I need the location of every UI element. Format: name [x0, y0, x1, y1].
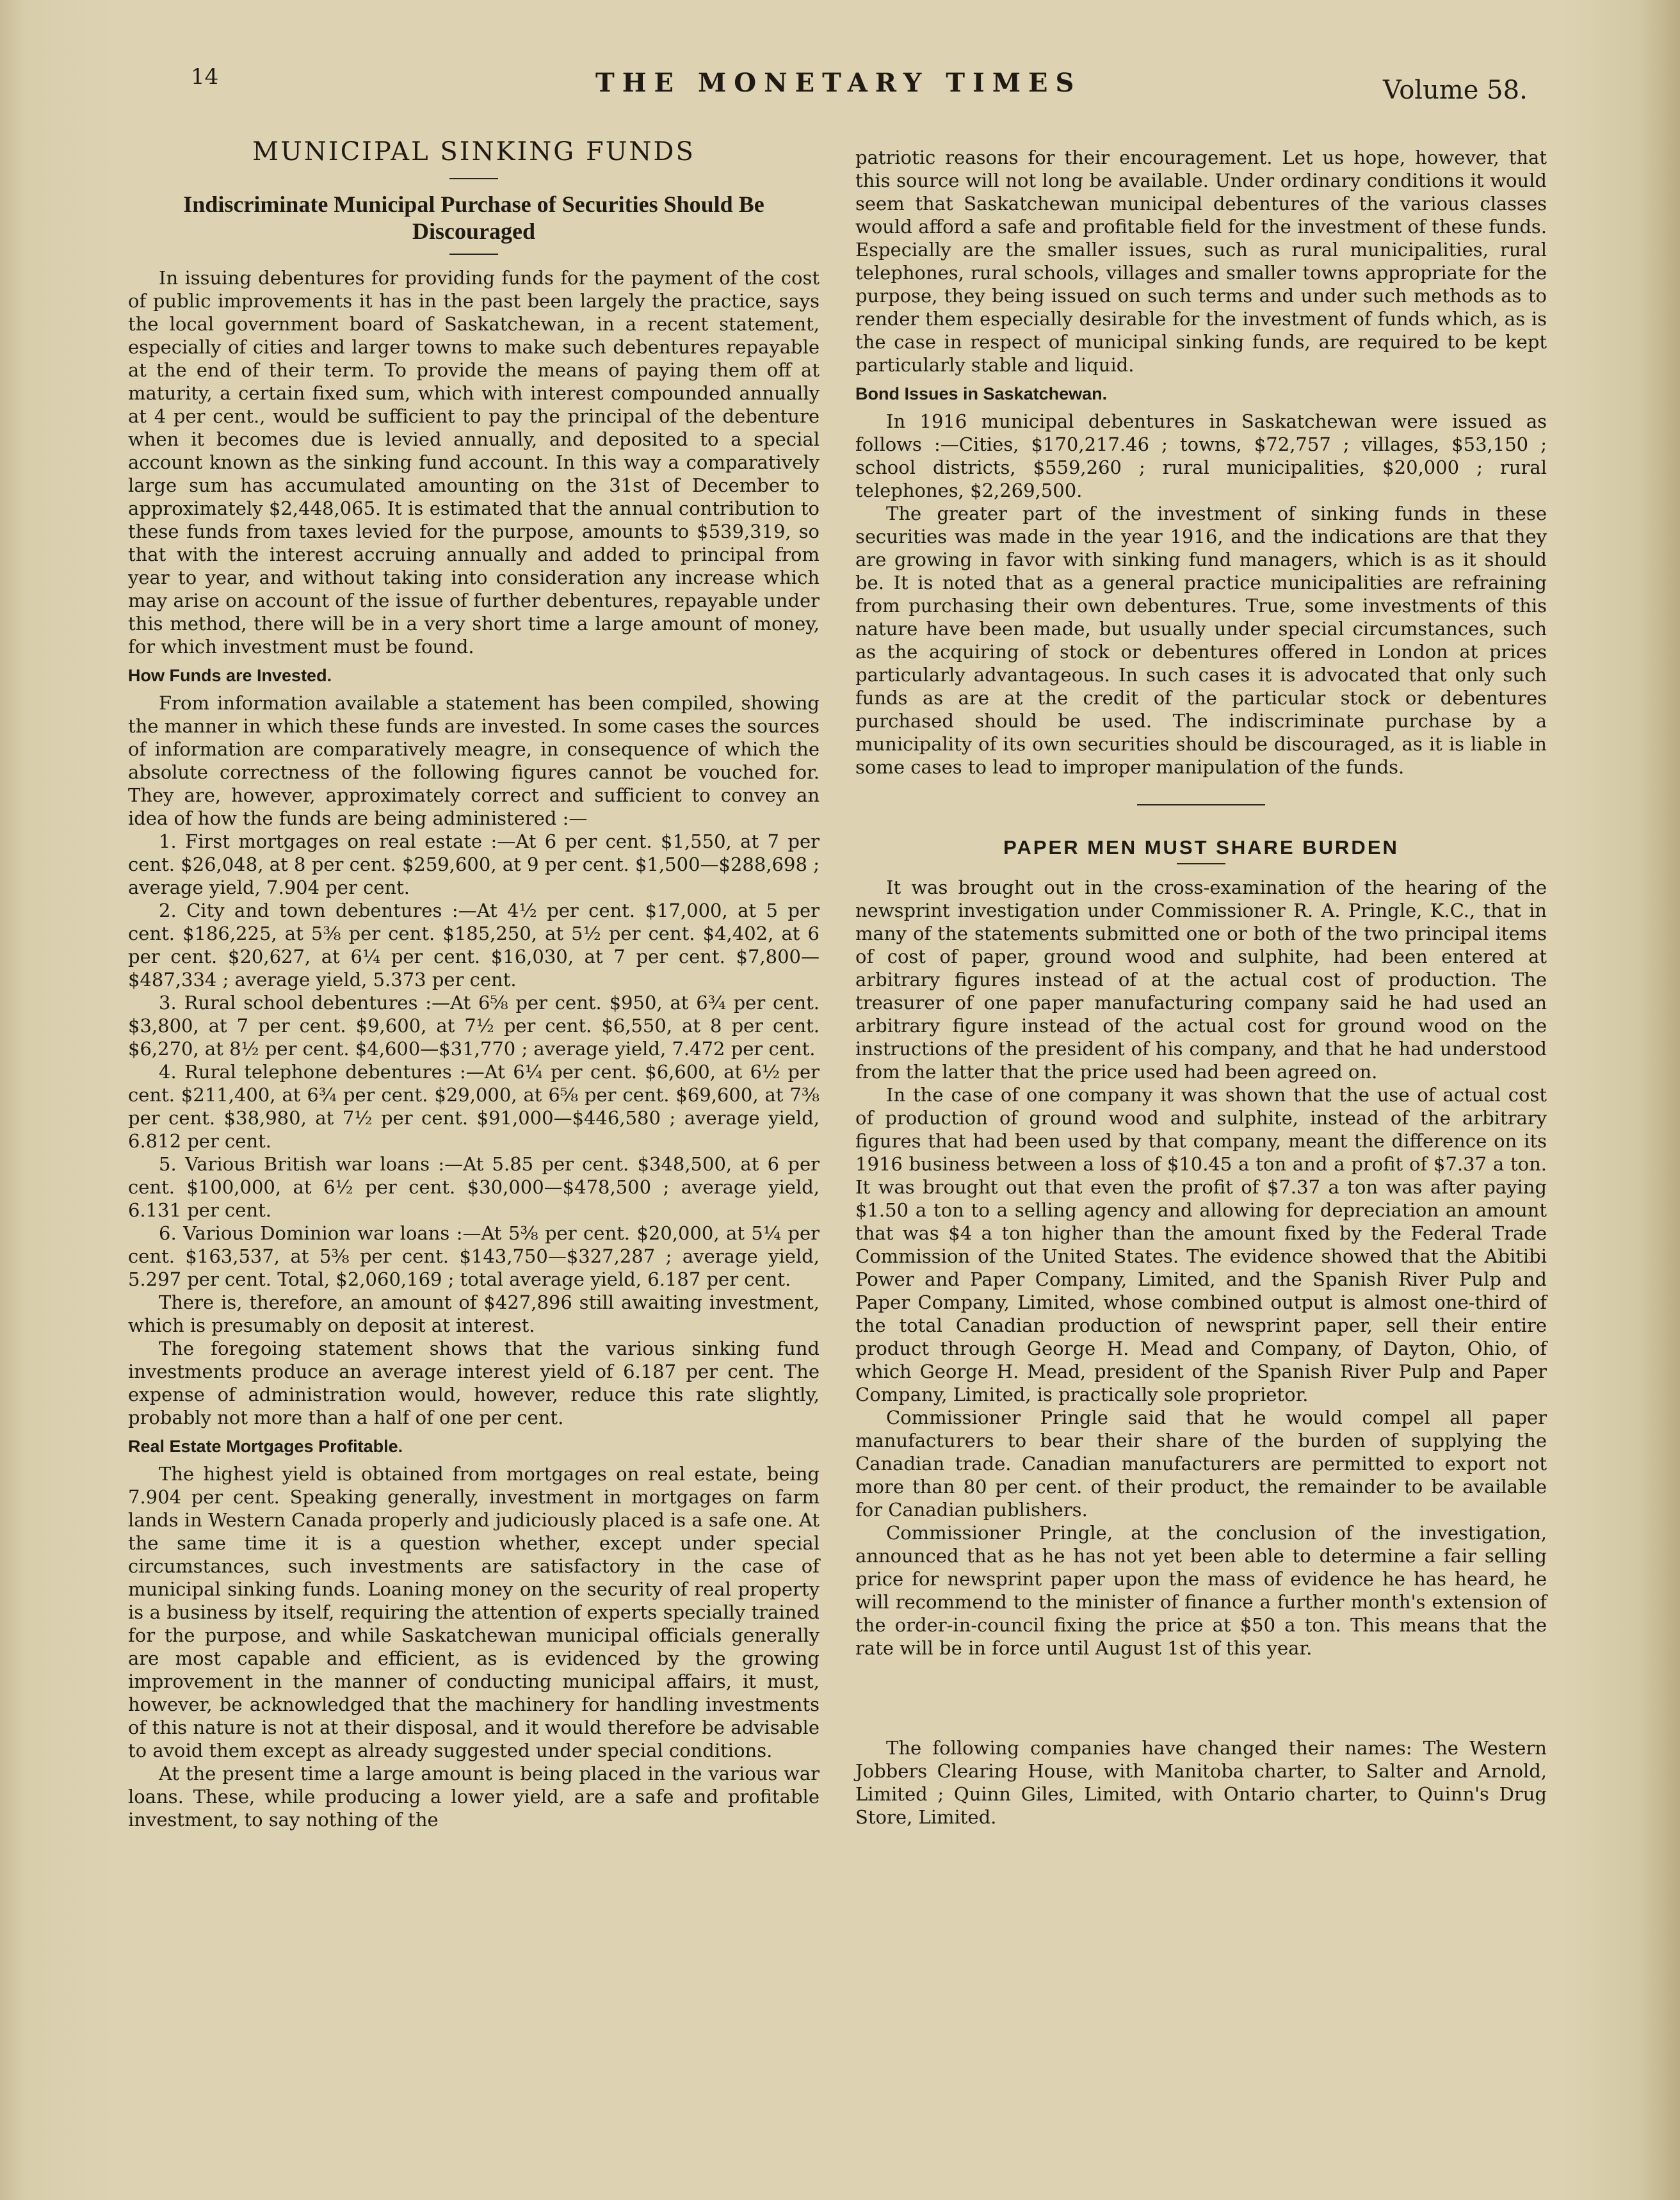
paragraph: In issuing debentures for providing funds for the payment of the cost of public improvements it has in the past been largely the practice, says the local government board of Saskatchewan, in a recent statement, especially of cities and larger towns to make such debentures repayable at the end of their term. To provide the means of paying them off at maturity, a certain fixed sum, which with interest compounded annually at 4 per cent., would be sufficient to pay the principal of the debenture when it becomes due is levied annually, and deposited to a special account known as the sinking fund account. In this way a comparatively large sum has accumulated amounting on the 31st of December to approximately $2,448,065. It is estimated that the annual contribution to these funds from taxes levied for the purpose, amounts to $539,319, so that with the interest accruing annually and added to principal from year to year, and without taking into consideration any increase which may arise on account of the issue of further debentures, repayable under this method, there will be in a very short time a large amount of money, for which investment must be found. [128, 267, 820, 658]
list-item: 5. Various British war loans :—At 5.85 per cent. $348,500, at 6 per cent. $100,000, at 6½ per cent. $30,000—$478,500 ; average yield, 6.131 per cent. [128, 1153, 820, 1221]
paragraph: patriotic reasons for their encouragement. Let us hope, however, that this source will not long be available. Under ordinary conditions it would seem that Saskatchewan municipal debentures of the various classes would afford a safe and profitable field for the investment of these funds. Especially are the smaller issues, such as rural municipalities, rural telephones, rural schools, villages and smaller towns appropriate for the purpose, they being issued on such terms and under such methods as to render them especially desirable for the investment of funds which, as is the case in respect of municipal sinking funds, are required to be kept particularly stable and liquid. [855, 147, 1547, 376]
list-item: 1. First mortgages on real estate :—At 6 per cent. $1,550, at 7 per cent. $26,048, at 8 per cent. $259,600, at 9 per cent. $1,500—$288,698 ; average yield, 7.904 per cent. [128, 830, 820, 898]
list-item: 4. Rural telephone debentures :—At 6¼ per cent. $6,600, at 6½ per cent. $211,400, at 6¾ per cent. $29,000, at 6⅝ per cent. $69,600, at 7⅜ per cent. $38,980, at 7½ per cent. $91,000—$446,580 ; average yield, 6.812 per cent. [128, 1061, 820, 1152]
article-title: PAPER MEN MUST SHARE BURDEN [1003, 836, 1399, 859]
divider [449, 178, 498, 179]
subheading: Bond Issues in Saskatchewan. [855, 384, 1108, 403]
paragraph: Commissioner Pringle, at the conclusion of the investigation, announced that as he has not yet been able to determine a fair selling price for newsprint paper upon the mass of evidence he has heard, he will recommend to the minister of finance a further month's extension of the order-in-council fixing the price at $50 a ton. This means that the rate will be in force until August 1st of this year. [855, 1522, 1547, 1659]
paragraph: Commissioner Pringle said that he would compel all paper manufacturers to bear their share of the burden of supplying the Canadian trade. Canadian manufacturers are permitted to export not more than 80 per cent. of their product, the remainder to be available for Canadian publishers. [855, 1407, 1547, 1521]
paragraph: In 1916 municipal debentures in Saskatchewan were issued as follows :—Cities, $170,217.46 ; towns, $72,757 ; villages, $53,150 ; school districts, $559,260 ; rural municipalities, $20,000 ; rural telephones, $2,269,500. [855, 410, 1547, 501]
subheading: Real Estate Mortgages Profitable. [128, 1437, 403, 1456]
paragraph: There is, therefore, an amount of $427,896 still awaiting investment, which is presumably on deposit at interest. [128, 1291, 820, 1336]
volume-label: Volume 58. [1383, 76, 1528, 105]
divider [1177, 863, 1225, 864]
article-subtitle: Indiscriminate Municipal Purchase of Securities Should Be Discouraged [183, 191, 764, 244]
paragraph: The highest yield is obtained from mortgages on real estate, being 7.904 per cent. Speaking generally, investment in mortgages on farm lands in Western Canada properly and judiciously placed is a safe one. At the same time it is a question whether, except under special circumstances, such investments are satisfactory in the case of municipal sinking funds. Loaning money on the security of real property is a business by itself, requiring the attention of experts specially trained for the purpose, and while Saskatchewan municipal officials generally are most capable and efficient, as is evidenced by the growing improvement in the manner of conducting municipal affairs, it must, however, be acknowledged that the machinery for handling investments of this nature is not at their disposal, and it would therefore be advisable to avoid them except as already suggested under special conditions. [128, 1463, 820, 1761]
paragraph: The foregoing statement shows that the various sinking fund investments produce an average interest yield of 6.187 per cent. The expense of administration would, however, reduce this rate slightly, probably not more than a half of one per cent. [128, 1338, 820, 1428]
page-number: 14 [191, 64, 219, 90]
article-title: MUNICIPAL SINKING FUNDS [252, 137, 695, 166]
divider [1137, 804, 1265, 805]
paragraph: The following companies have changed their names: The Western Jobbers Clearing House, with Manitoba charter, to Salter and Arnold, Limited ; Quinn Giles, Limited, with Ontario charter, to Quinn's Drug Store, Limited. [855, 1737, 1547, 1828]
divider [449, 254, 498, 255]
paragraph: In the case of one company it was shown that the use of actual cost of production of ground wood and sulphite, instead of the arbitrary figures that had been used by that company, meant the difference on its 1916 business between a loss of $10.45 a ton and a profit of $7.37 a ton. It was brought out that even the profit of $7.37 a ton was after paying $1.50 a ton to a selling agency and allowing for depreciation an amount that was $4 a ton higher than the amount fixed by the Federal Trade Commission of the United States. The evidence showed that the Abitibi Power and Paper Company, Limited, and the Spanish River Pulp and Paper Company, Limited, whose combined output is almost one-third of the total Canadian production of newsprint paper, sell their entire product through George H. Mead and Company, of Dayton, Ohio, of which George H. Mead, president of the Spanish River Pulp and Paper Company, Limited, is practically sole proprietor. [855, 1084, 1547, 1405]
spacer [855, 1660, 1547, 1736]
subheading: How Funds are Invested. [128, 666, 332, 685]
paragraph: The greater part of the investment of sinking funds in these securities was made in the year 1916, and the indications are that they are growing in favor with sinking fund managers, which is as it should be. It is noted that as a general practice municipalities are refraining from purchasing their own debentures. True, some investments of this nature have been made, but usually under special circumstances, such as the acquiring of stock or debentures offered in London at prices particularly advantageous. In such cases it is advocated that only such funds as are at the credit of the particular stock or debentures purchased should be used. The indiscriminate purchase by a municipality of its own securities should be discouraged, as it is liable in some cases to lead to improper manipulation of the funds. [855, 503, 1547, 778]
right-column [855, 146, 1547, 1829]
paragraph: At the present time a large amount is being placed in the various war loans. These, while producing a lower yield, are a safe and profitable investment, to say nothing of the [128, 1763, 820, 1831]
paragraph: It was brought out in the cross-examination of the hearing of the newsprint investigation under Commissioner R. A. Pringle, K.C., that in many of the statements submitted one or both of the two principal items of cost of paper, ground wood and sulphite, had been entered at arbitrary figures instead of at the actual cost of production. The treasurer of one paper manufacturing company said he had used an arbitrary figure instead of the actual cost for ground wood on the instructions of the president of his company, and that he had understood from the latter that the price used had been agreed on. [855, 877, 1547, 1083]
left-column [128, 128, 820, 1831]
list-item: 3. Rural school debentures :—At 6⅝ per cent. $950, at 6¾ per cent. $3,800, at 7 per cent. $9,600, at 7½ per cent. $6,550, at 8 per cent. $6,270, at 8½ per cent. $4,600—$31,770 ; average yield, 7.472 per cent. [128, 992, 820, 1060]
list-item: 6. Various Dominion war loans :—At 5⅜ per cent. $20,000, at 5¼ per cent. $163,537, at 5⅜ per cent. $143,750—$327,287 ; average yield, 5.297 per cent. Total, $2,060,169 ; total average yield, 6.187 per cent. [128, 1222, 820, 1290]
paragraph: From information available a statement has been compiled, showing the manner in which these funds are invested. In some cases the sources of information are comparatively meagre, in consequence of which the absolute correctness of the following figures cannot be vouched for. They are, however, approximately correct and sufficient to convey an idea of how the funds are being administered :— [128, 692, 820, 829]
list-item: 2. City and town debentures :—At 4½ per cent. $17,000, at 5 per cent. $186,225, at 5⅜ per cent. $185,250, at 5½ per cent. $4,402, at 6 per cent. $20,627, at 6¼ per cent. $16,030, at 7 per cent. $7,800—$487,334 ; average yield, 5.373 per cent. [128, 900, 820, 991]
publication-title: THE MONETARY TIMES [595, 68, 1082, 98]
